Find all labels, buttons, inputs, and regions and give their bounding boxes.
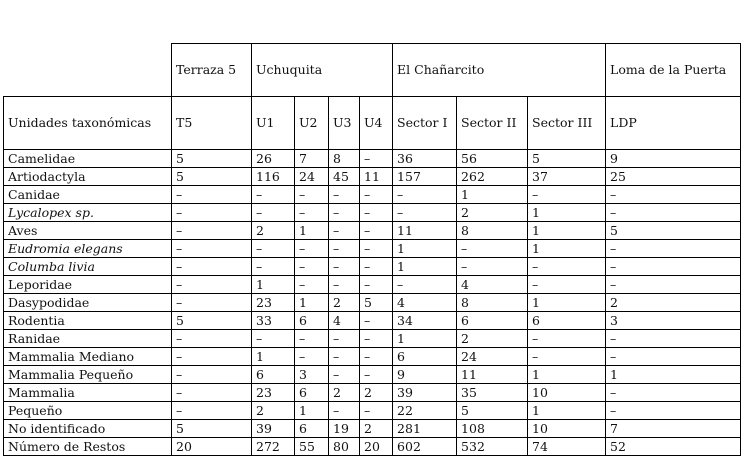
count-cell: –: [360, 186, 393, 204]
count-cell: –: [172, 330, 252, 348]
count-cell: –: [172, 222, 252, 240]
count-cell: 1: [393, 258, 457, 276]
table-row: [4, 276, 741, 294]
count-cell: 36: [393, 150, 457, 168]
site-header-cell: Terraza 5: [172, 44, 252, 97]
taxon-cell: Camelidae: [4, 150, 172, 168]
count-cell: 1: [252, 348, 295, 366]
count-cell: 10: [528, 384, 606, 402]
count-cell: –: [528, 186, 606, 204]
count-cell: 1: [528, 402, 606, 420]
count-cell: 45: [329, 168, 360, 186]
count-cell: 4: [393, 294, 457, 312]
table-row: [4, 384, 741, 402]
count-cell: –: [360, 402, 393, 420]
count-cell: 2: [329, 294, 360, 312]
count-cell: 5: [172, 150, 252, 168]
table-row: [4, 204, 741, 222]
count-cell: –: [172, 348, 252, 366]
taxon-cell: Artiodactyla: [4, 168, 172, 186]
count-cell: 56: [457, 150, 528, 168]
count-cell: 39: [252, 420, 295, 438]
table-row: [4, 420, 741, 438]
count-cell: 20: [360, 438, 393, 456]
count-cell: –: [295, 186, 329, 204]
count-cell: 4: [329, 312, 360, 330]
count-cell: –: [172, 204, 252, 222]
count-cell: –: [295, 276, 329, 294]
count-cell: 24: [457, 348, 528, 366]
count-cell: 6: [252, 366, 295, 384]
header-groups-row: [4, 44, 741, 97]
table-row: [4, 168, 741, 186]
count-cell: 10: [528, 420, 606, 438]
count-cell: 3: [295, 366, 329, 384]
count-cell: 7: [606, 420, 741, 438]
count-cell: 1: [393, 240, 457, 258]
table-row: [4, 294, 741, 312]
count-cell: 1: [528, 222, 606, 240]
count-cell: –: [172, 402, 252, 420]
taxon-cell: Pequeño: [4, 402, 172, 420]
count-cell: –: [528, 276, 606, 294]
count-cell: 19: [329, 420, 360, 438]
count-cell: –: [172, 258, 252, 276]
count-cell: 5: [172, 312, 252, 330]
table-row: [4, 438, 741, 456]
count-cell: 11: [360, 168, 393, 186]
count-cell: 5: [457, 402, 528, 420]
count-cell: –: [252, 204, 295, 222]
count-cell: –: [295, 348, 329, 366]
count-cell: –: [172, 294, 252, 312]
table-row: [4, 222, 741, 240]
count-cell: 5: [360, 294, 393, 312]
count-cell: 4: [457, 276, 528, 294]
count-cell: 1: [528, 240, 606, 258]
count-cell: –: [295, 240, 329, 258]
count-cell: –: [457, 258, 528, 276]
sample-column-header: Sector I: [393, 97, 457, 150]
count-cell: 6: [393, 348, 457, 366]
count-cell: 1: [295, 294, 329, 312]
count-cell: –: [360, 204, 393, 222]
count-cell: –: [172, 186, 252, 204]
site-header-cell: Uchuquita: [252, 44, 393, 97]
count-cell: 1: [393, 330, 457, 348]
taxon-cell: Rodentia: [4, 312, 172, 330]
count-cell: 33: [252, 312, 295, 330]
count-cell: 20: [172, 438, 252, 456]
count-cell: 9: [606, 150, 741, 168]
count-cell: –: [329, 366, 360, 384]
count-cell: 2: [252, 402, 295, 420]
count-cell: 7: [295, 150, 329, 168]
count-cell: –: [528, 258, 606, 276]
sample-column-header: Sector II: [457, 97, 528, 150]
count-cell: 602: [393, 438, 457, 456]
count-cell: –: [528, 348, 606, 366]
count-cell: 5: [528, 150, 606, 168]
count-cell: –: [329, 402, 360, 420]
table-body: [4, 44, 741, 456]
count-cell: –: [360, 240, 393, 258]
table-row: [4, 150, 741, 168]
taxa-table: [3, 43, 741, 456]
count-cell: 2: [252, 222, 295, 240]
taxon-cell: Leporidae: [4, 276, 172, 294]
table-row: [4, 312, 741, 330]
count-cell: –: [457, 240, 528, 258]
count-cell: 34: [393, 312, 457, 330]
count-cell: –: [329, 276, 360, 294]
table-row: [4, 186, 741, 204]
count-cell: 2: [457, 330, 528, 348]
count-cell: –: [606, 402, 741, 420]
count-cell: –: [360, 150, 393, 168]
count-cell: 1: [252, 276, 295, 294]
table-row: [4, 402, 741, 420]
count-cell: –: [329, 330, 360, 348]
count-cell: 281: [393, 420, 457, 438]
count-cell: –: [252, 240, 295, 258]
count-cell: –: [329, 204, 360, 222]
count-cell: –: [606, 204, 741, 222]
count-cell: 157: [393, 168, 457, 186]
count-cell: 9: [393, 366, 457, 384]
count-cell: 8: [329, 150, 360, 168]
count-cell: –: [329, 240, 360, 258]
count-cell: 35: [457, 384, 528, 402]
taxon-cell: Columba livia: [4, 258, 172, 276]
count-cell: 11: [457, 366, 528, 384]
sample-column-header: U1: [252, 97, 295, 150]
count-cell: 1: [528, 366, 606, 384]
count-cell: –: [329, 348, 360, 366]
count-cell: –: [360, 222, 393, 240]
taxon-cell: Mammalia Pequeño: [4, 366, 172, 384]
count-cell: 11: [393, 222, 457, 240]
count-cell: 5: [172, 420, 252, 438]
count-cell: 6: [295, 312, 329, 330]
count-cell: 5: [606, 222, 741, 240]
count-cell: –: [606, 240, 741, 258]
count-cell: 1: [295, 402, 329, 420]
count-cell: 2: [360, 384, 393, 402]
count-cell: –: [295, 204, 329, 222]
taxon-cell: Eudromia elegans: [4, 240, 172, 258]
count-cell: –: [172, 384, 252, 402]
column-header-row: [4, 97, 741, 150]
count-cell: 55: [295, 438, 329, 456]
count-cell: –: [393, 276, 457, 294]
count-cell: –: [329, 186, 360, 204]
count-cell: –: [295, 258, 329, 276]
taxon-cell: Mammalia: [4, 384, 172, 402]
count-cell: 2: [329, 384, 360, 402]
count-cell: 2: [457, 204, 528, 222]
count-cell: –: [606, 258, 741, 276]
corner-cell: [4, 44, 172, 97]
count-cell: –: [252, 186, 295, 204]
count-cell: 25: [606, 168, 741, 186]
count-cell: 26: [252, 150, 295, 168]
count-cell: 24: [295, 168, 329, 186]
count-cell: –: [329, 222, 360, 240]
count-cell: 8: [457, 294, 528, 312]
count-cell: 1: [606, 366, 741, 384]
count-cell: –: [393, 204, 457, 222]
count-cell: –: [606, 186, 741, 204]
table-row: [4, 258, 741, 276]
table-row: [4, 330, 741, 348]
count-cell: 272: [252, 438, 295, 456]
count-cell: –: [606, 276, 741, 294]
count-cell: –: [360, 312, 393, 330]
count-cell: –: [329, 258, 360, 276]
taxon-cell: Ranidae: [4, 330, 172, 348]
count-cell: –: [393, 186, 457, 204]
count-cell: 80: [329, 438, 360, 456]
count-cell: 8: [457, 222, 528, 240]
count-cell: 2: [606, 294, 741, 312]
count-cell: 39: [393, 384, 457, 402]
taxon-cell: Mammalia Mediano: [4, 348, 172, 366]
count-cell: –: [360, 330, 393, 348]
count-cell: –: [172, 276, 252, 294]
count-cell: 1: [295, 222, 329, 240]
count-cell: 532: [457, 438, 528, 456]
sample-column-header: U3: [329, 97, 360, 150]
taxon-column-header: Unidades taxonómicas: [4, 97, 172, 150]
count-cell: –: [252, 330, 295, 348]
count-cell: –: [295, 330, 329, 348]
count-cell: 2: [360, 420, 393, 438]
count-cell: 116: [252, 168, 295, 186]
count-cell: –: [172, 366, 252, 384]
table-row: [4, 240, 741, 258]
count-cell: 262: [457, 168, 528, 186]
count-cell: –: [606, 384, 741, 402]
taxon-cell: Lycalopex sp.: [4, 204, 172, 222]
count-cell: 74: [528, 438, 606, 456]
count-cell: 6: [295, 420, 329, 438]
count-cell: 6: [295, 384, 329, 402]
count-cell: –: [360, 348, 393, 366]
sample-column-header: Sector III: [528, 97, 606, 150]
sample-column-header: T5: [172, 97, 252, 150]
site-header-cell: Loma de la Puerta: [606, 44, 741, 97]
count-cell: –: [606, 330, 741, 348]
count-cell: 23: [252, 384, 295, 402]
sample-column-header: U4: [360, 97, 393, 150]
taxon-cell: Dasypodidae: [4, 294, 172, 312]
count-cell: 5: [172, 168, 252, 186]
count-cell: 22: [393, 402, 457, 420]
table-row: [4, 366, 741, 384]
count-cell: –: [606, 348, 741, 366]
count-cell: –: [360, 366, 393, 384]
taxon-cell: Canidae: [4, 186, 172, 204]
table-row: [4, 348, 741, 366]
count-cell: 1: [528, 204, 606, 222]
count-cell: 52: [606, 438, 741, 456]
count-cell: –: [252, 258, 295, 276]
sample-column-header: LDP: [606, 97, 741, 150]
count-cell: –: [172, 240, 252, 258]
count-cell: 108: [457, 420, 528, 438]
count-cell: 1: [457, 186, 528, 204]
taxon-cell: Aves: [4, 222, 172, 240]
count-cell: 3: [606, 312, 741, 330]
site-header-cell: El Chañarcito: [393, 44, 606, 97]
count-cell: 6: [528, 312, 606, 330]
count-cell: –: [360, 258, 393, 276]
count-cell: –: [360, 276, 393, 294]
count-cell: 6: [457, 312, 528, 330]
count-cell: 37: [528, 168, 606, 186]
count-cell: –: [528, 330, 606, 348]
sample-column-header: U2: [295, 97, 329, 150]
count-cell: 23: [252, 294, 295, 312]
taxon-cell: No identificado: [4, 420, 172, 438]
count-cell: 1: [528, 294, 606, 312]
taxon-cell: Número de Restos: [4, 438, 172, 456]
